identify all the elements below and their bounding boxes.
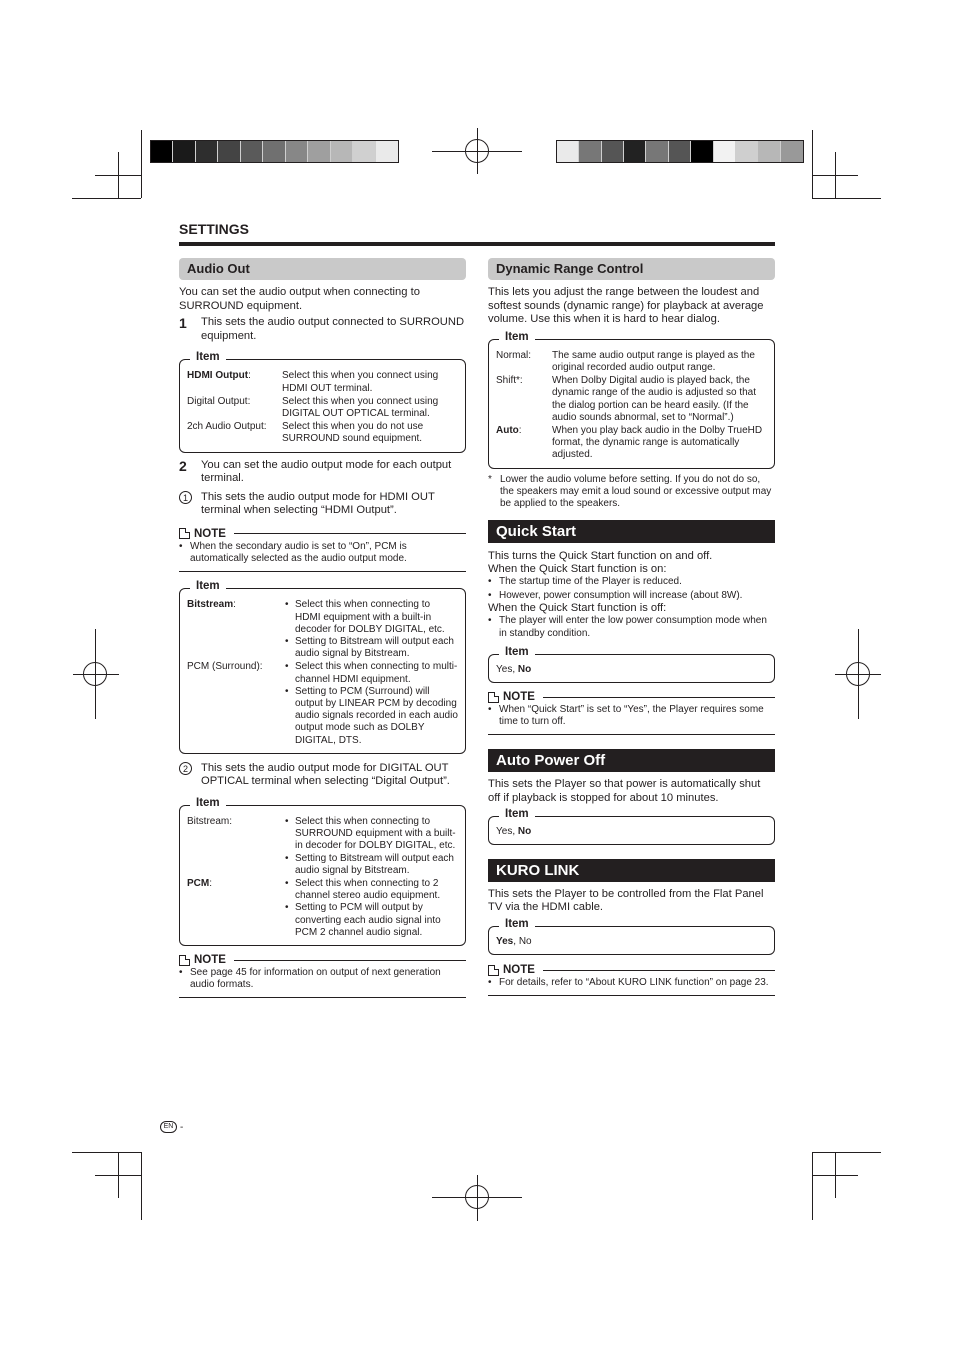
- note-block: NOTE • For details, refer to “About KURO LINK function” on page 23.: [488, 964, 775, 996]
- item-box-title: Item: [499, 918, 535, 930]
- quick-start-line3: When the Quick Start function is off:: [488, 601, 667, 614]
- item-box-hdmi-mode: [179, 580, 466, 753]
- note-icon: [488, 965, 499, 976]
- note-icon: [488, 692, 499, 703]
- circled-number: 1: [179, 491, 192, 504]
- item-box-audio-out: [179, 351, 466, 452]
- step-number: 1: [179, 315, 187, 332]
- item-box-drc: [488, 330, 775, 469]
- auto-power-off-intro: This sets the Player so that power is automatically shut off if playback is stopped for about 10 minutes.: [488, 778, 761, 805]
- sub-step-text: This sets the audio output mode for DIGITAL OUT OPTICAL terminal when selecting “Digital Output”.: [201, 761, 450, 788]
- step-2: [179, 459, 466, 486]
- item-box-optical-mode: [179, 797, 466, 946]
- note-block: NOTE • When “Quick Start” is set to “Yes”, the Player requires some time to turn off.: [488, 691, 775, 735]
- audio-out-title: Audio Out: [179, 258, 466, 280]
- color-bar-left: [150, 140, 399, 163]
- item-box-title: Item: [190, 797, 226, 809]
- quick-start-title: Quick Start: [488, 520, 775, 543]
- drc-title: Dynamic Range Control: [488, 258, 775, 280]
- item-box-kuro-link: Item Yes, No: [488, 926, 775, 955]
- item-box-title: Item: [499, 331, 535, 343]
- audio-out-intro: You can set the audio output when connecting to SURROUND equipment.: [179, 286, 420, 312]
- item-row: Auto: When you play back audio in the Dolby TrueHD format, the dynamic range is automatically adjusted.: [496, 425, 763, 461]
- right-column: [488, 258, 775, 996]
- item-row: Normal: The same audio output range is played as the original recorded audio output range.: [496, 349, 755, 373]
- item-box-title: Item: [190, 351, 226, 363]
- quick-start-line2: When the Quick Start function is on:: [488, 562, 667, 575]
- color-bar-right: [556, 140, 804, 163]
- sub-step-text: This sets the audio output mode for HDMI OUT terminal when selecting “HDMI Output”.: [201, 490, 435, 517]
- quick-start-line1: This turns the Quick Start function on and off.: [488, 550, 713, 563]
- item-row: Digital Output: Select this when you connect using DIGITAL OUT OPTICAL terminal.: [187, 395, 439, 419]
- item-row: 2ch Audio Output: Select this when you do not use SURROUND sound equipment.: [187, 421, 424, 445]
- quick-start-bullet: • The startup time of the Player is reduced.: [488, 576, 682, 588]
- item-row: PCM: • Select this when connecting to 2 channel stereo audio equipment. • Setting to PCM will output by converting each audio signal into PCM 2 channel audio signal.: [187, 878, 441, 938]
- item-box-quick-start: Item Yes, No: [488, 654, 775, 683]
- note-icon: [179, 955, 190, 966]
- item-box-title: Item: [499, 646, 535, 658]
- page-footer: [160, 1121, 183, 1133]
- item-box-title: Item: [190, 580, 226, 592]
- step-text: You can set the audio output mode for each output terminal.: [201, 458, 452, 485]
- kuro-link-intro: This sets the Player to be controlled from the Flat Panel TV via the HDMI cable.: [488, 887, 764, 914]
- auto-power-off-title: Auto Power Off: [488, 749, 775, 772]
- step-number: 2: [179, 457, 187, 474]
- section-title: SETTINGS: [179, 221, 250, 237]
- left-column: [179, 258, 466, 998]
- step-text: This sets the audio output connected to SURROUND equipment.: [201, 316, 465, 342]
- item-row: HDMI Output: Select this when you connect using HDMI OUT terminal.: [187, 370, 439, 394]
- footnote: * Lower the audio volume before setting. If you do not do so, the speakers may emit a loud sound or excessive output may be applied to the speakers.: [488, 473, 772, 510]
- kuro-link-title: KURO LINK: [488, 859, 775, 882]
- item-box-title: Item: [499, 808, 535, 820]
- note-block: NOTE • When the secondary audio is set to “On”, PCM is automatically selected as the audio output mode.: [179, 528, 466, 572]
- drc-intro: This lets you adjust the range between the loudest and softest sounds (dynamic range) for playback at average volume. Use this when it is hard to hear dialog.: [488, 286, 764, 326]
- item-row: PCM (Surround): • Select this when connecting to multi-channel HDMI equipment. • Setting to PCM (Surround) will output by LINEAR PCM by decoding audio signals recorded in each audio output mode such as DOLBY DIGITAL, DTS.: [187, 661, 458, 746]
- step-1: [179, 316, 466, 343]
- circled-number: 2: [179, 762, 192, 775]
- page-number: -: [180, 1121, 184, 1133]
- sub-step-1: [179, 491, 466, 518]
- note-block: NOTE • See page 45 for information on output of next generation audio formats.: [179, 954, 466, 998]
- quick-start-bullet: • The player will enter the low power consumption mode when in standby condition.: [488, 615, 767, 639]
- quick-start-bullet: • However, power consumption will increase (about 8W).: [488, 589, 743, 601]
- note-icon: [179, 528, 190, 539]
- sub-step-2: [179, 762, 466, 789]
- item-row: Bitstream: • Select this when connecting to HDMI equipment with a built-in decoder for DOLBY DIGITAL, etc. • Setting to Bitstream will output each audio signal by Bitstream.: [187, 599, 454, 660]
- item-row: Bitstream: • Select this when connecting to SURROUND equipment with a built-in decoder for DOLBY DIGITAL, etc. • Setting to Bitstream will output each audio signal by Bitstream.: [187, 816, 456, 876]
- section-rule: [179, 242, 775, 246]
- item-row: Shift*: When Dolby Digital audio is played back, the dynamic range of the audio is adjusted so that the dialog portion can be heard easily. (If the audio sounds abnormal, set to “Normal”.): [496, 375, 757, 423]
- language-badge: EN: [160, 1121, 177, 1133]
- item-box-auto-power-off: Item Yes, No: [488, 816, 775, 845]
